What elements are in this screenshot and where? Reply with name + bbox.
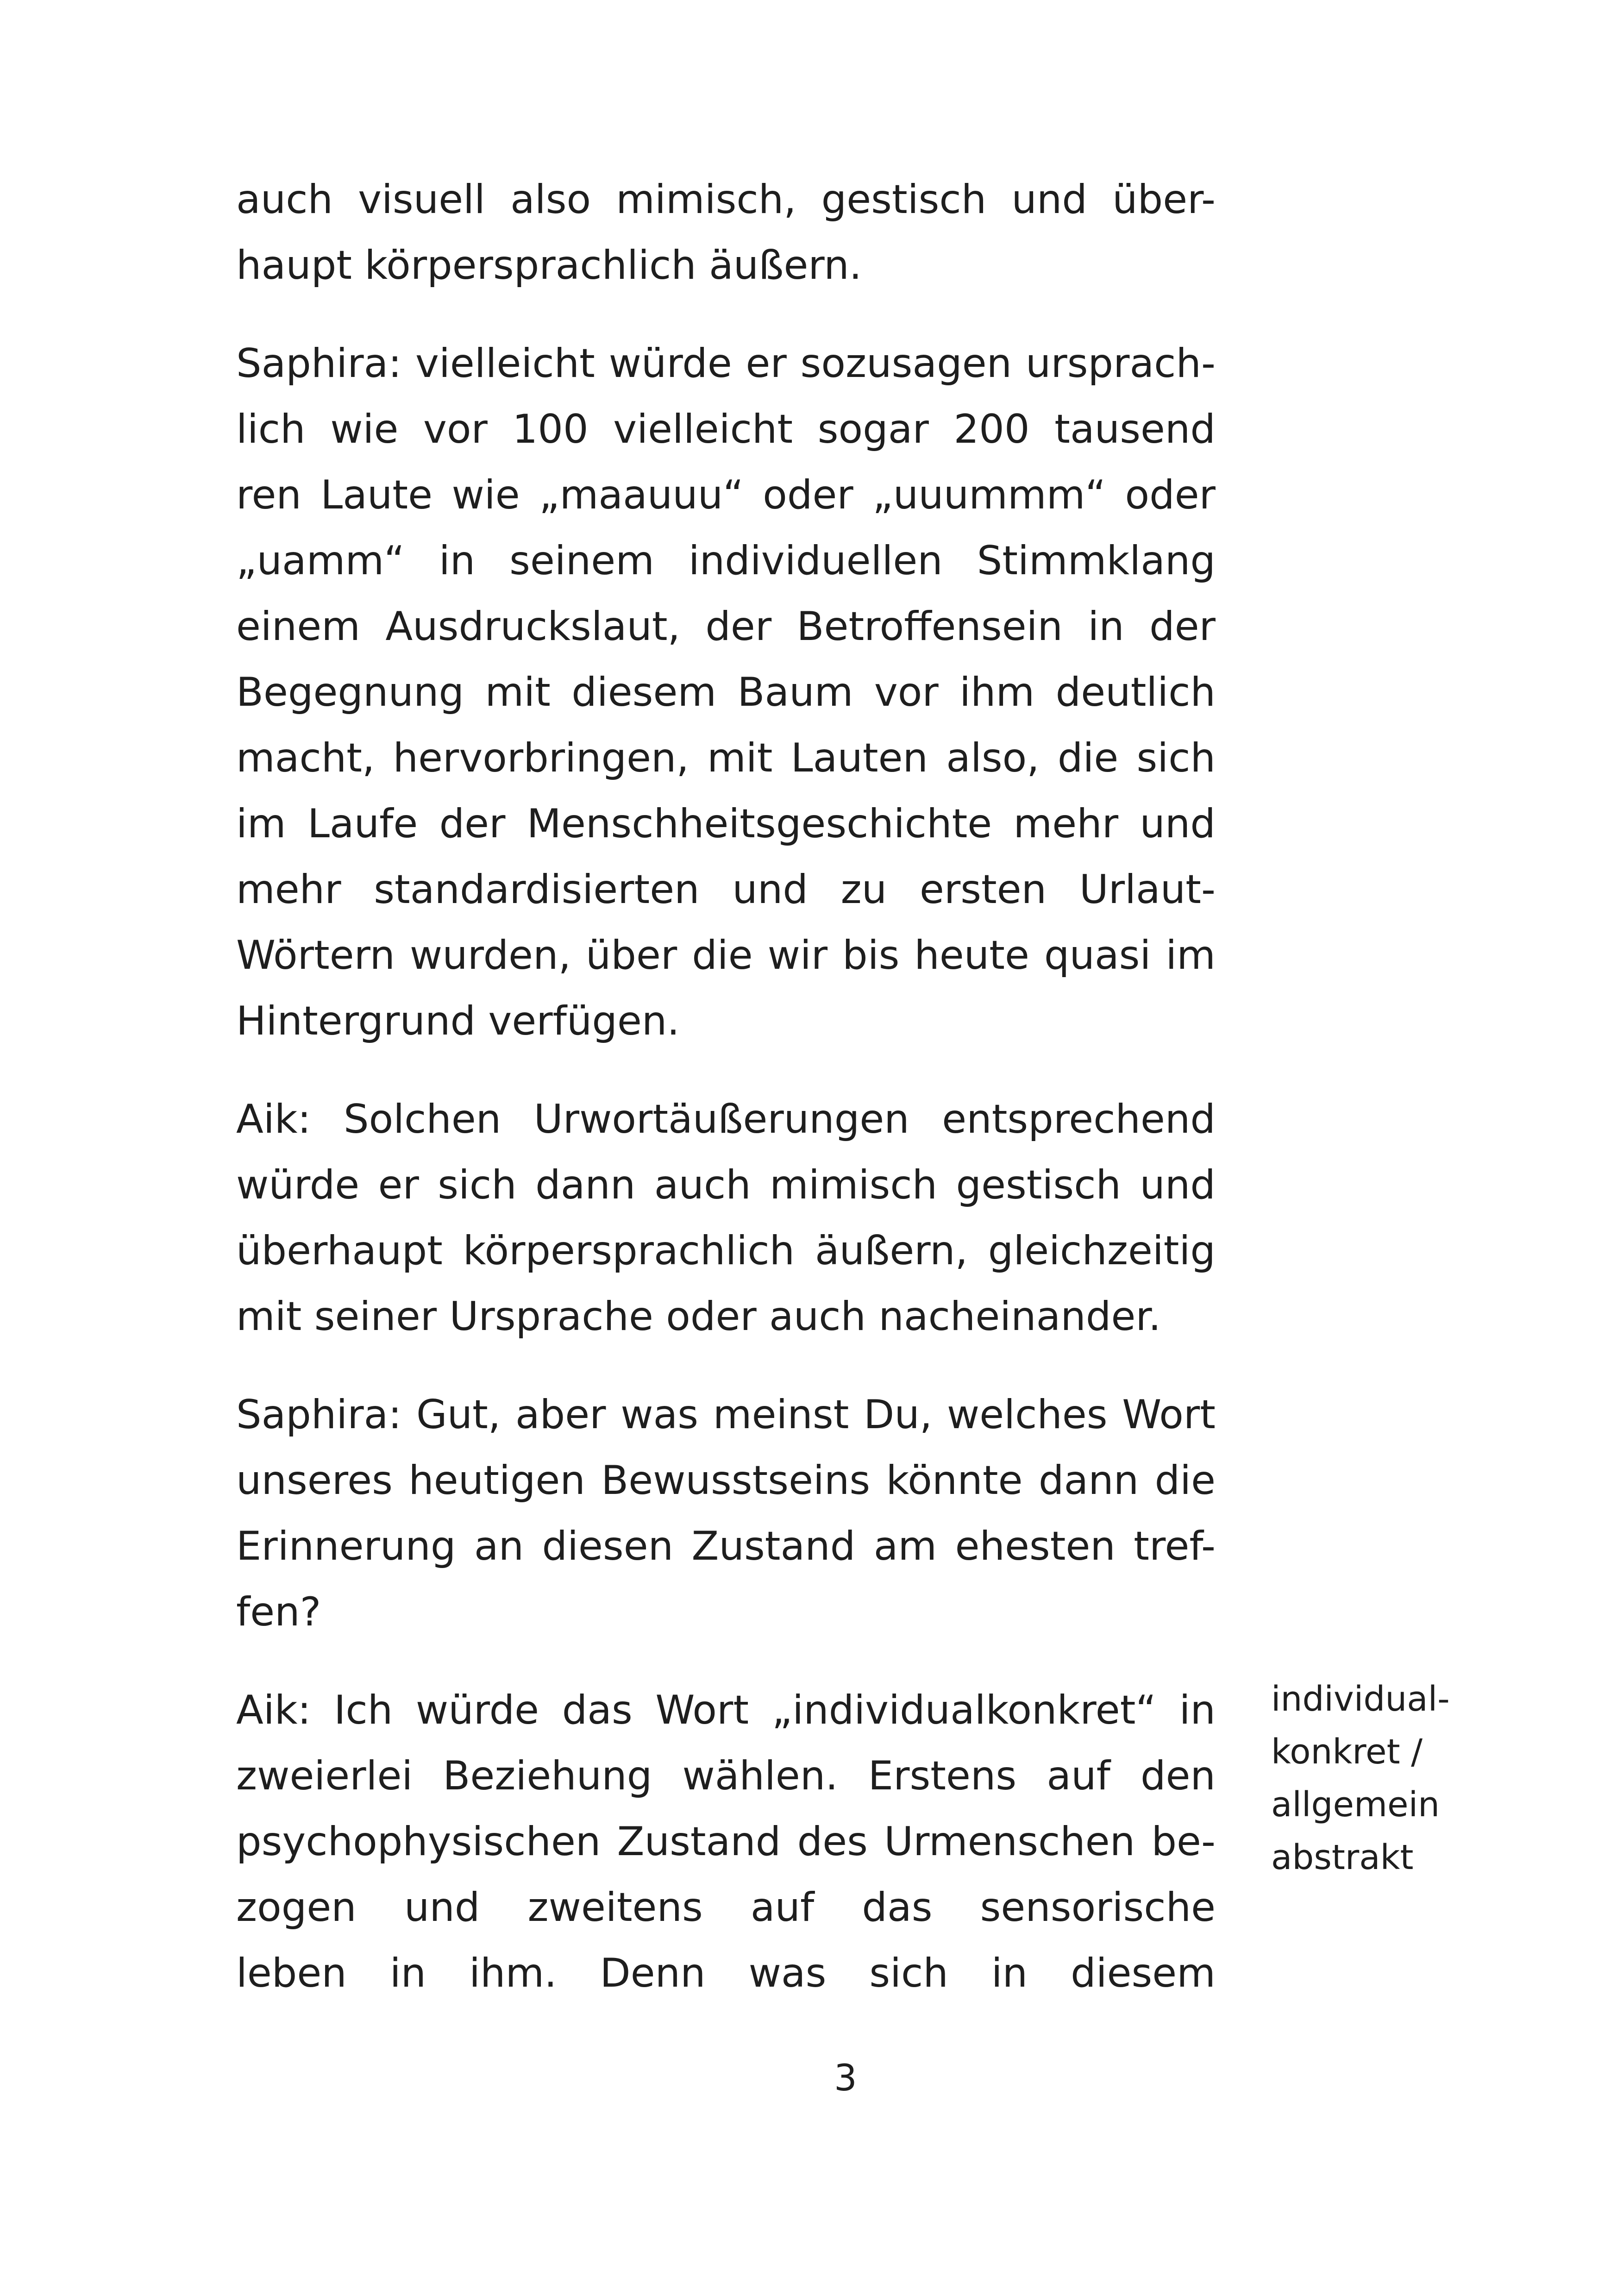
text-line: haupt körpersprachlich äußern. (236, 242, 862, 289)
text-line: „uamm“ in seinem individuellen Stimmklang (236, 538, 1216, 584)
text-line: psychophysischen Zustand des Urmenschen be- (236, 1819, 1216, 1865)
text-line: ren Laute wie „maauuu“ oder „uuummm“ oder (236, 472, 1216, 518)
paragraph-4 (236, 1382, 1216, 1645)
margin-note-line: abstrakt (1271, 1838, 1414, 1877)
text-line: Aik: Solchen Urwortäußerungen entsprechend (236, 1096, 1216, 1142)
text-line: würde er sich dann auch mimisch gestisch und (236, 1162, 1216, 1208)
text-line: überhaupt körpersprachlich äußern, gleichzeitig (236, 1228, 1216, 1274)
text-line: auch visuell also mimisch, gestisch und über- (236, 176, 1216, 223)
text-line: zweierlei Beziehung wählen. Erstens auf den (236, 1753, 1216, 1799)
text-line: Aik: Ich würde das Wort „individualkonkret“ in (236, 1687, 1216, 1733)
text-line: Erinnerung an diesen Zustand am ehesten tref- (236, 1523, 1216, 1569)
text-line: mehr standardisierten und zu ersten Urlaut- (236, 866, 1216, 913)
text-line: Wörtern wurden, über die wir bis heute quasi im (236, 932, 1216, 979)
margin-note-line: individual- (1271, 1679, 1450, 1719)
page-number: 3 (834, 2058, 857, 2099)
text-line: leben in ihm. Denn was sich in diesem (236, 1950, 1216, 1996)
paragraph-5 (236, 1677, 1216, 2006)
margin-note-line: konkret / (1271, 1732, 1423, 1772)
paragraph-2 (236, 331, 1216, 1054)
text-line: Begegnung mit diesem Baum vor ihm deutlich (236, 669, 1216, 715)
text-line: Hintergrund verfügen. (236, 998, 680, 1044)
text-line: macht, hervorbringen, mit Lauten also, die sich (236, 735, 1216, 781)
text-line: im Laufe der Menschheitsgeschichte mehr und (236, 801, 1216, 847)
text-line: Saphira: vielleicht würde er sozusagen ursprach- (236, 340, 1216, 387)
text-line: zogen und zweitens auf das sensorische (236, 1884, 1216, 1931)
text-line: Saphira: Gut, aber was meinst Du, welches Wort (236, 1392, 1216, 1438)
text-line: fen? (236, 1589, 321, 1635)
text-line: mit seiner Ursprache oder auch nacheinander. (236, 1293, 1161, 1340)
margin-note-line: allgemein (1271, 1785, 1440, 1825)
text-line: lich wie vor 100 vielleicht sogar 200 tausend (236, 406, 1216, 452)
text-line: einem Ausdruckslaut, der Betroffensein in der (236, 603, 1216, 650)
paragraph-3 (236, 1086, 1216, 1349)
main-text-column (236, 167, 1216, 2039)
text-line: unseres heutigen Bewusstseins könnte dann die (236, 1457, 1216, 1504)
paragraph-1 (236, 167, 1216, 298)
margin-note (1271, 1673, 1484, 1884)
